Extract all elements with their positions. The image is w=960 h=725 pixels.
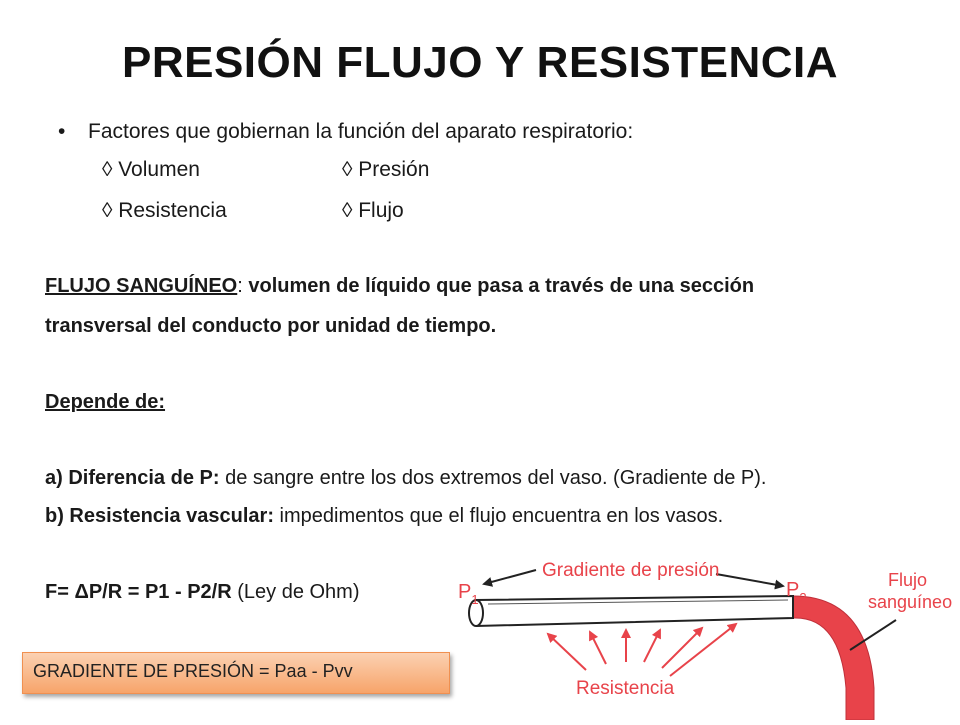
p2-label: $P_2$: [786, 579, 807, 605]
item-a-label: a) Diferencia de P:: [45, 467, 220, 489]
vessel-curve: [793, 596, 874, 720]
p1-subscript: 1: [471, 592, 479, 607]
factor-resistencia: ◊ Resistencia: [102, 199, 227, 222]
flow-label-line1: Flujo: [888, 570, 928, 590]
diagram-svg: [448, 538, 960, 720]
definition-separator: :: [237, 275, 249, 297]
factor-volumen: ◊ Volumen: [102, 158, 200, 181]
resistance-arrow-5: [662, 628, 702, 668]
item-b-label: b) Resistencia vascular:: [45, 505, 274, 527]
resistance-arrow-2: [590, 632, 606, 664]
item-a: [45, 468, 766, 488]
resistance-label: Resistencia: [576, 678, 675, 699]
definition-text-1: volumen de líquido que pasa a través de una sección: [248, 275, 755, 297]
factor-presion: ◊ Presión: [342, 158, 430, 181]
gradient-arrow-right: [716, 574, 783, 586]
flow-label-line2: sanguíneo: [868, 592, 953, 612]
item-b-text: impedimentos que el flujo encuentra en los vasos.: [274, 505, 724, 527]
resistance-arrow-1: [548, 634, 586, 670]
formula: [45, 582, 360, 602]
bullet-text: Factores que gobiernan la función del aparato respiratorio:: [88, 120, 634, 143]
bullet-symbol: •: [58, 120, 66, 143]
item-b: [45, 506, 723, 526]
pressure-flow-diagram: [448, 538, 960, 720]
gradient-arrow-left: [484, 570, 536, 584]
item-a-text: de sangre entre los dos extremos del vaso. (Gradiente de P).: [219, 467, 767, 489]
resistance-arrow-4: [644, 630, 660, 662]
slide-title: PRESIÓN FLUJO Y RESISTENCIA: [121, 38, 839, 87]
depends-label: Depende de:: [45, 391, 166, 413]
formula-note: (Ley de Ohm): [231, 581, 360, 603]
formula-bold: F= ΔP/R = P1 - P2/R: [45, 581, 232, 603]
definition-text-2: transversal del conducto por unidad de tiempo.: [45, 315, 497, 337]
p1-label: $P_1$: [458, 581, 479, 607]
definition-term: FLUJO SANGUÍNEO: [45, 275, 238, 297]
gradient-callout: GRADIENTE DE PRESIÓN = Paa - Pvv: [22, 652, 450, 694]
definition-line-1: [45, 276, 754, 296]
gradient-label: Gradiente de presión: [542, 560, 720, 581]
p2-subscript: 2: [799, 590, 807, 605]
bullet-item: [58, 120, 633, 144]
factor-flujo: ◊ Flujo: [342, 199, 404, 222]
